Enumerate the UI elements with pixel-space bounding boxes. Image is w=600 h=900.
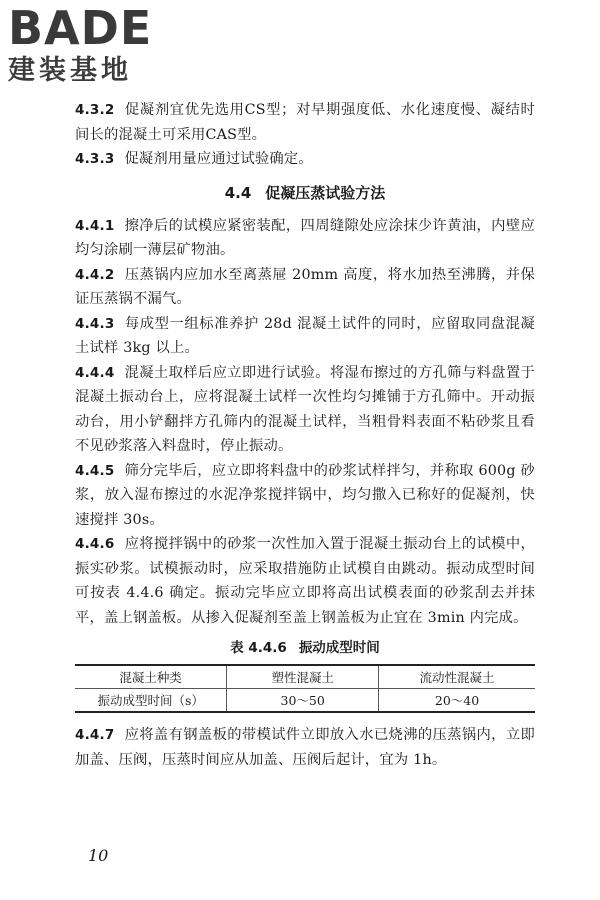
clause-text: 促凝剂用量应通过试验确定。 xyxy=(124,151,313,167)
table-header-cell: 流动性混凝土 xyxy=(379,665,535,689)
logo-subtitle: 建装基地 xyxy=(8,55,132,86)
clause-number: 4.3.2 xyxy=(75,102,115,118)
logo-wordmark: BADE xyxy=(8,1,153,55)
vibration-time-table xyxy=(75,664,535,713)
clause-number: 4.4.2 xyxy=(75,266,115,283)
page-number: 10 xyxy=(88,846,109,865)
section-title: 促凝压蒸试验方法 xyxy=(265,183,386,202)
table-header-cell: 塑性混凝土 xyxy=(227,665,379,689)
clause-4-4-3 xyxy=(75,312,535,361)
table-header-cell: 混凝土种类 xyxy=(75,665,227,689)
clause-text: 筛分完毕后，应立即将料盘中的砂浆试样拌匀，并称取 600g 砂浆，放入湿布擦过的水泥净浆搅拌锅中，均匀撒入已称好的促凝剂，快速搅拌 30s。 xyxy=(75,462,535,528)
clause-4-4-2 xyxy=(75,263,535,312)
clause-text: 应将搅拌锅中的砂浆一次性加入置于混凝土振动台上的试模中，振实砂浆。试模振动时，应采取措施防止试模自由跳动。振动成型时间可按表 4.4.6 确定。振动完毕应立即将高出试模表面的砂浆刮去并抹平，盖上钢盖板。从掺入促凝剂至盖上钢盖板为止宜在 3min 内完成。 xyxy=(75,536,535,626)
table-cell: 20～40 xyxy=(379,689,535,713)
table-row xyxy=(75,689,535,713)
clause-text: 压蒸锅内应加水至离蒸屉 20mm 高度，将水加热至沸腾，并保证压蒸锅不漏气。 xyxy=(75,266,535,307)
clause-4-3-2 xyxy=(75,98,535,147)
table-number: 表 4.4.6 xyxy=(230,640,287,656)
clause-4-4-5 xyxy=(75,459,535,533)
clause-4-4-7 xyxy=(75,723,535,772)
clause-text: 应将盖有钢盖板的带模试件立即放入水已烧沸的压蒸锅内，立即加盖、压阀，压蒸时间应从加盖、压阀后起计，宜为 1h。 xyxy=(75,727,535,768)
clause-number: 4.4.6 xyxy=(75,536,115,552)
logo xyxy=(8,1,178,88)
clause-4-4-1 xyxy=(75,214,535,263)
clause-number: 4.4.5 xyxy=(75,462,115,479)
table-cell: 30～50 xyxy=(227,689,379,713)
table-title: 振动成型时间 xyxy=(298,640,380,656)
table-cell: 振动成型时间（s） xyxy=(75,689,227,713)
clause-text: 混凝土取样后应立即进行试验。将湿布擦过的方孔筛与料盘置于混凝土振动台上，应将混凝土试样一次性均匀摊铺于方孔筛中。开动振动台，用小铲翻拌方孔筛内的混凝土试样，当粗骨料表面不粘砂浆且看不见砂浆落入料盘时，停止振动。 xyxy=(75,364,535,454)
clause-number: 4.3.3 xyxy=(75,151,115,167)
clause-number: 4.4.7 xyxy=(75,727,115,743)
clause-number: 4.4.3 xyxy=(75,315,115,332)
table-caption xyxy=(75,636,535,660)
clause-number: 4.4.4 xyxy=(75,364,115,381)
clause-4-4-4 xyxy=(75,361,535,459)
clause-text: 每成型一组标准养护 28d 混凝土试件的同时，应留取同盘混凝土试样 3kg 以上。 xyxy=(75,315,535,356)
clause-number: 4.4.1 xyxy=(75,217,115,234)
section-heading xyxy=(75,180,535,206)
clause-4-3-3 xyxy=(75,147,535,172)
clause-4-4-6 xyxy=(75,532,535,630)
section-number: 4.4 xyxy=(224,183,252,202)
clause-text: 促凝剂宜优先选用CS型；对早期强度低、水化速度慢、凝结时间长的混凝土可采用CAS型。 xyxy=(75,102,535,143)
document-body xyxy=(75,98,535,772)
clause-text: 擦净后的试模应紧密装配，四周缝隙处应涂抹少许黄油，内壁应均匀涂刷一薄层矿物油。 xyxy=(75,217,535,258)
table-header-row xyxy=(75,665,535,689)
